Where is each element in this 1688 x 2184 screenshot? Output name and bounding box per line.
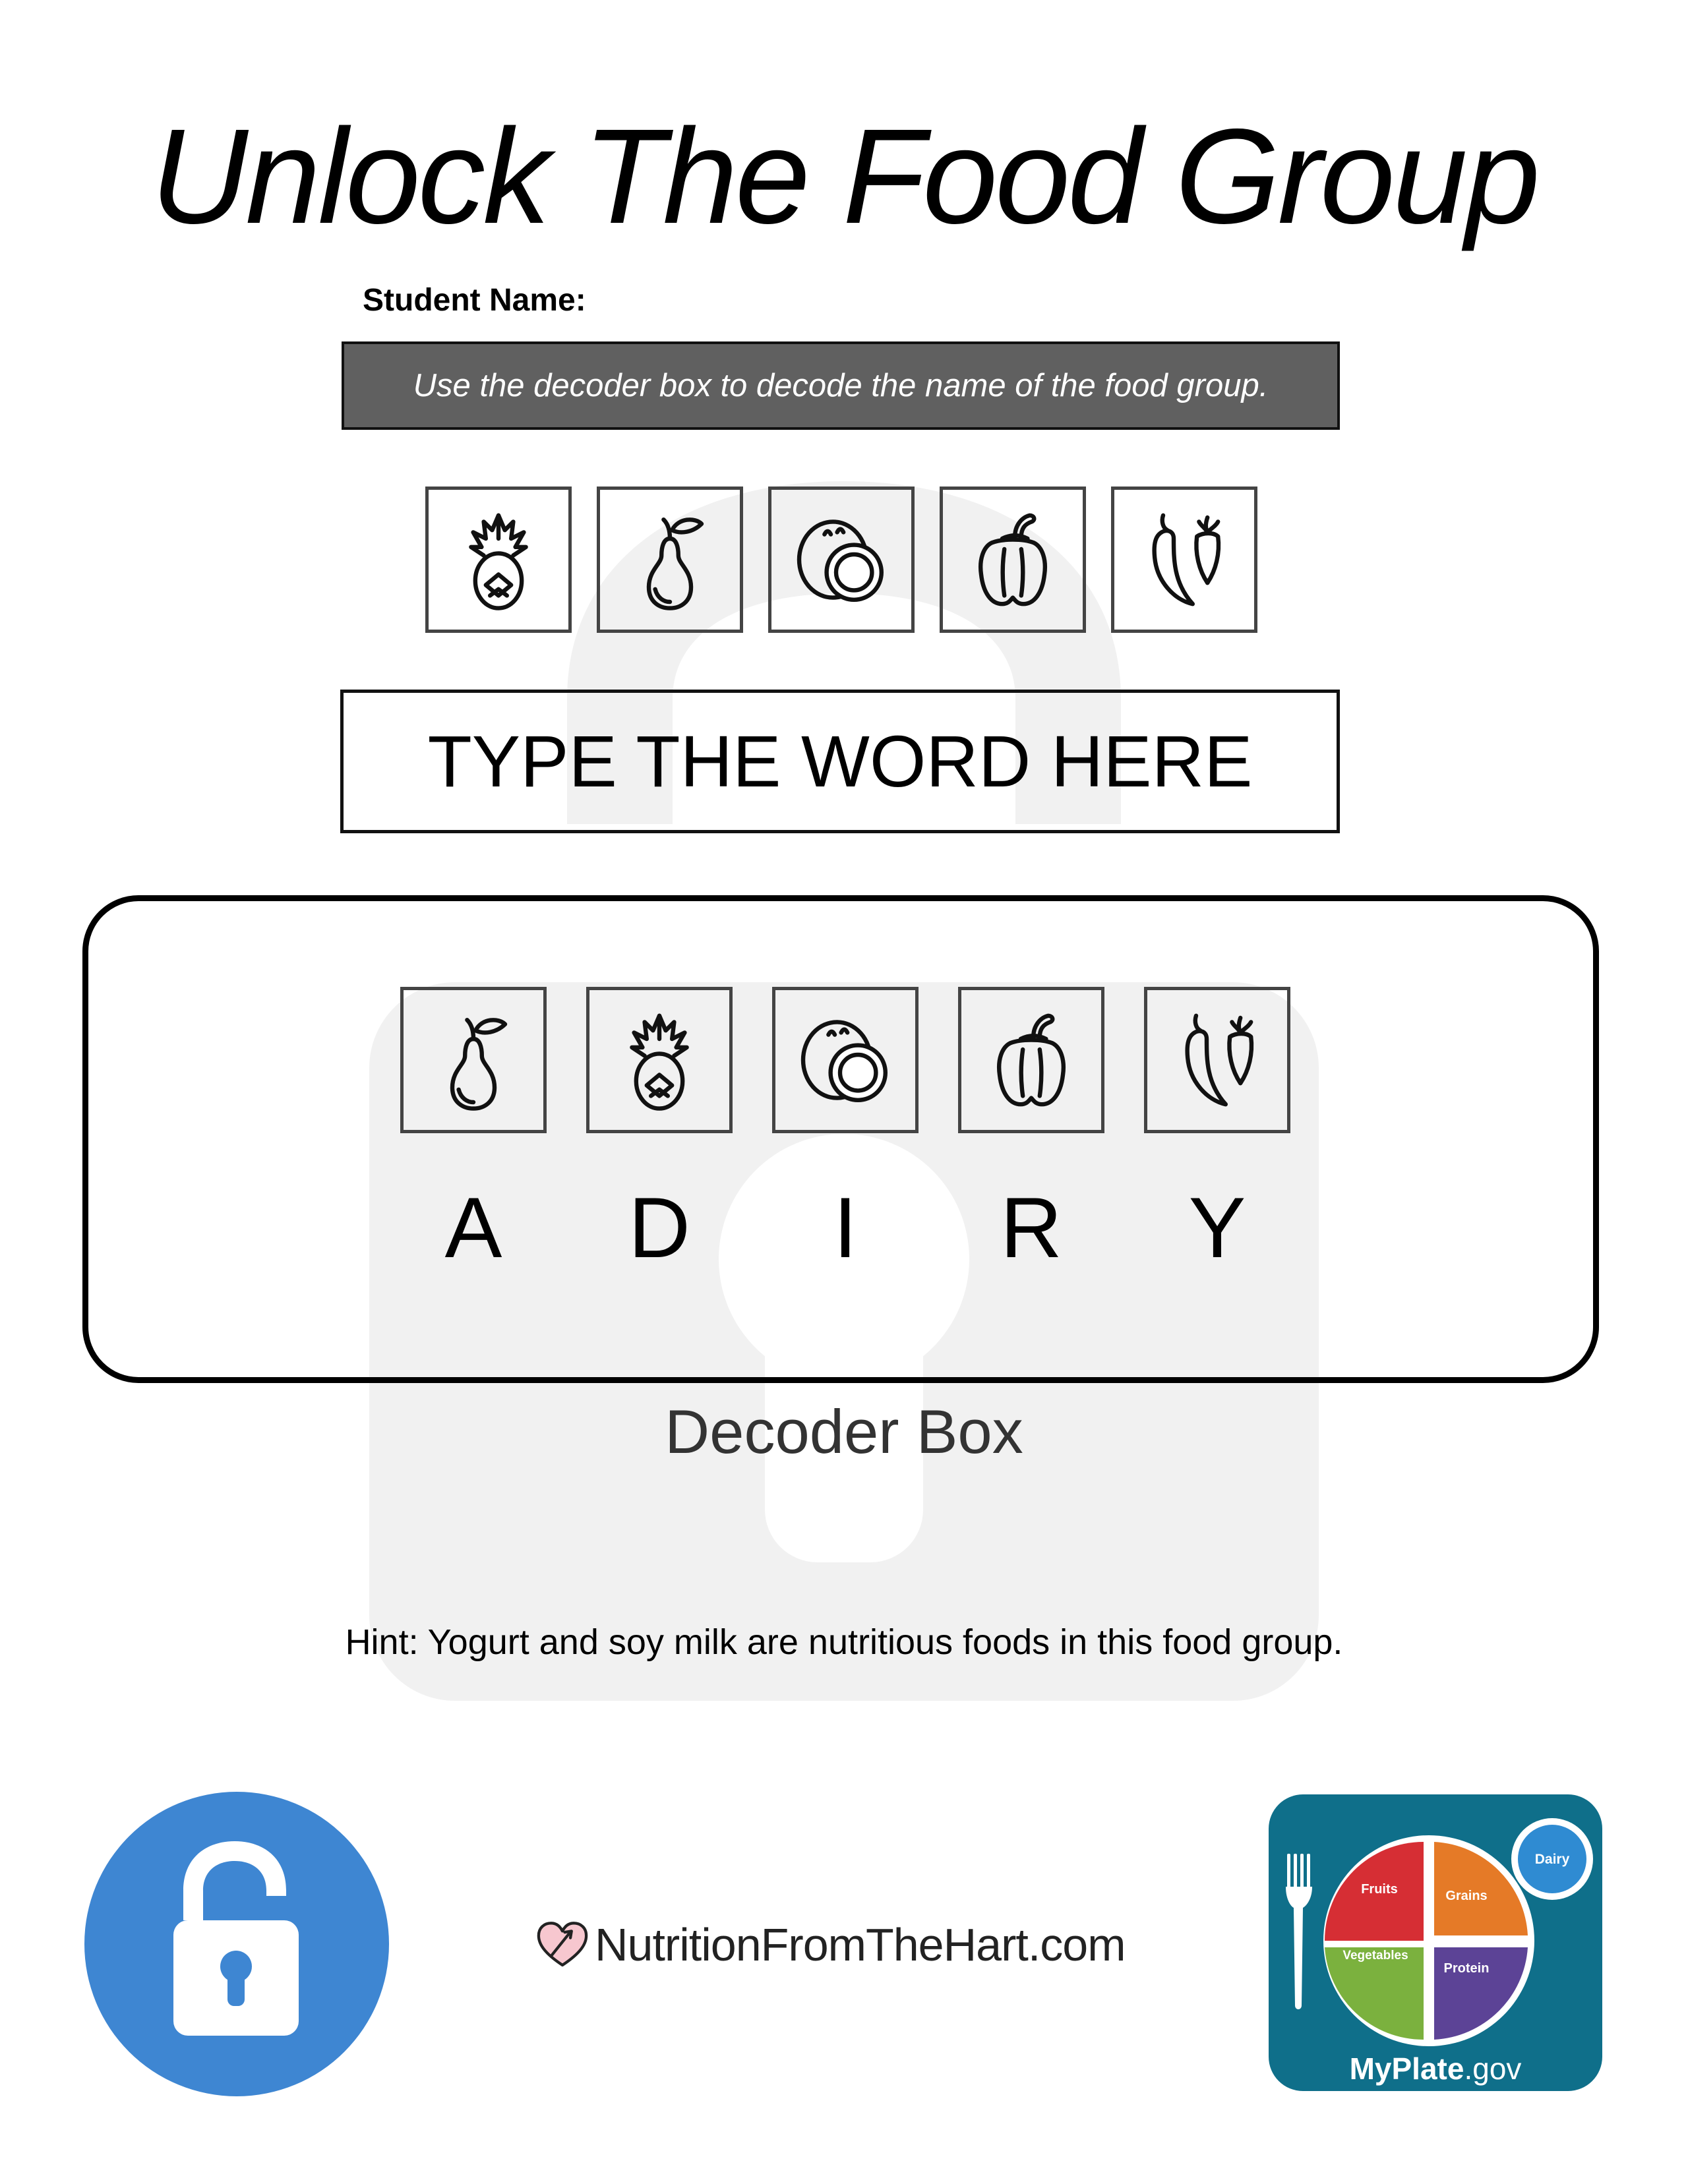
myplate-logo [1269, 1794, 1602, 2091]
instructions-bar: Use the decoder box to decode the name of the food group. [342, 341, 1340, 430]
chili-peppers-icon [1131, 507, 1237, 612]
website-text: NutritionFromTheHart.com [595, 1919, 1126, 1970]
pineapple-icon [446, 507, 551, 612]
decoder-icon-row [400, 987, 1290, 1135]
pear-icon [421, 1007, 526, 1113]
segment-label-dairy: Dairy [1534, 1852, 1570, 1867]
unlock-button[interactable] [84, 1792, 389, 2096]
coconut-icon [789, 507, 894, 612]
decoder-tile-4 [958, 987, 1104, 1133]
code-tile-2 [597, 487, 743, 633]
segment-label-protein: Protein [1443, 1961, 1490, 1976]
hint-text: Hint: Yogurt and soy milk are nutritious foods in this food group. [345, 1622, 1343, 1662]
code-tile-4 [940, 487, 1086, 633]
coded-word-row [425, 487, 1257, 635]
coconut-icon [793, 1007, 898, 1113]
fork-icon [1286, 1854, 1312, 2009]
decoder-letter: D [628, 1179, 690, 1276]
unlocked-padlock-icon [84, 1792, 389, 2096]
code-tile-1 [425, 487, 572, 633]
segment-label-grains: Grains [1445, 1889, 1488, 1903]
decoder-box [82, 895, 1599, 1383]
decoder-tile-3 [772, 987, 919, 1133]
chili-peppers-icon [1164, 1007, 1270, 1113]
decoder-letter: R [1000, 1179, 1062, 1276]
code-tile-3 [768, 487, 915, 633]
website-link[interactable] [534, 1912, 1126, 1978]
decoder-letter: Y [1188, 1179, 1246, 1276]
pineapple-icon [607, 1007, 712, 1113]
answer-input[interactable]: TYPE THE WORD HERE [340, 690, 1340, 833]
decoder-tile-1 [400, 987, 547, 1133]
decoder-letter: I [833, 1179, 858, 1276]
heart-icon [534, 1916, 591, 1973]
decoder-letter-row [400, 1178, 1290, 1277]
bell-pepper-icon [979, 1007, 1084, 1113]
decoder-tile-2 [586, 987, 733, 1133]
decoder-letter: A [444, 1179, 502, 1276]
decoder-caption: Decoder Box [665, 1397, 1023, 1466]
code-tile-5 [1111, 487, 1257, 633]
page-title: Unlock The Food Group [150, 101, 1538, 252]
pear-icon [617, 507, 723, 612]
segment-label-vegetables: Vegetables [1342, 1949, 1408, 1963]
decoder-tile-5 [1144, 987, 1290, 1133]
student-name-label: Student Name: [363, 283, 586, 318]
myplate-brand: MyPlate.gov [1349, 2051, 1522, 2086]
segment-label-fruits: Fruits [1361, 1882, 1398, 1897]
bell-pepper-icon [960, 507, 1066, 612]
